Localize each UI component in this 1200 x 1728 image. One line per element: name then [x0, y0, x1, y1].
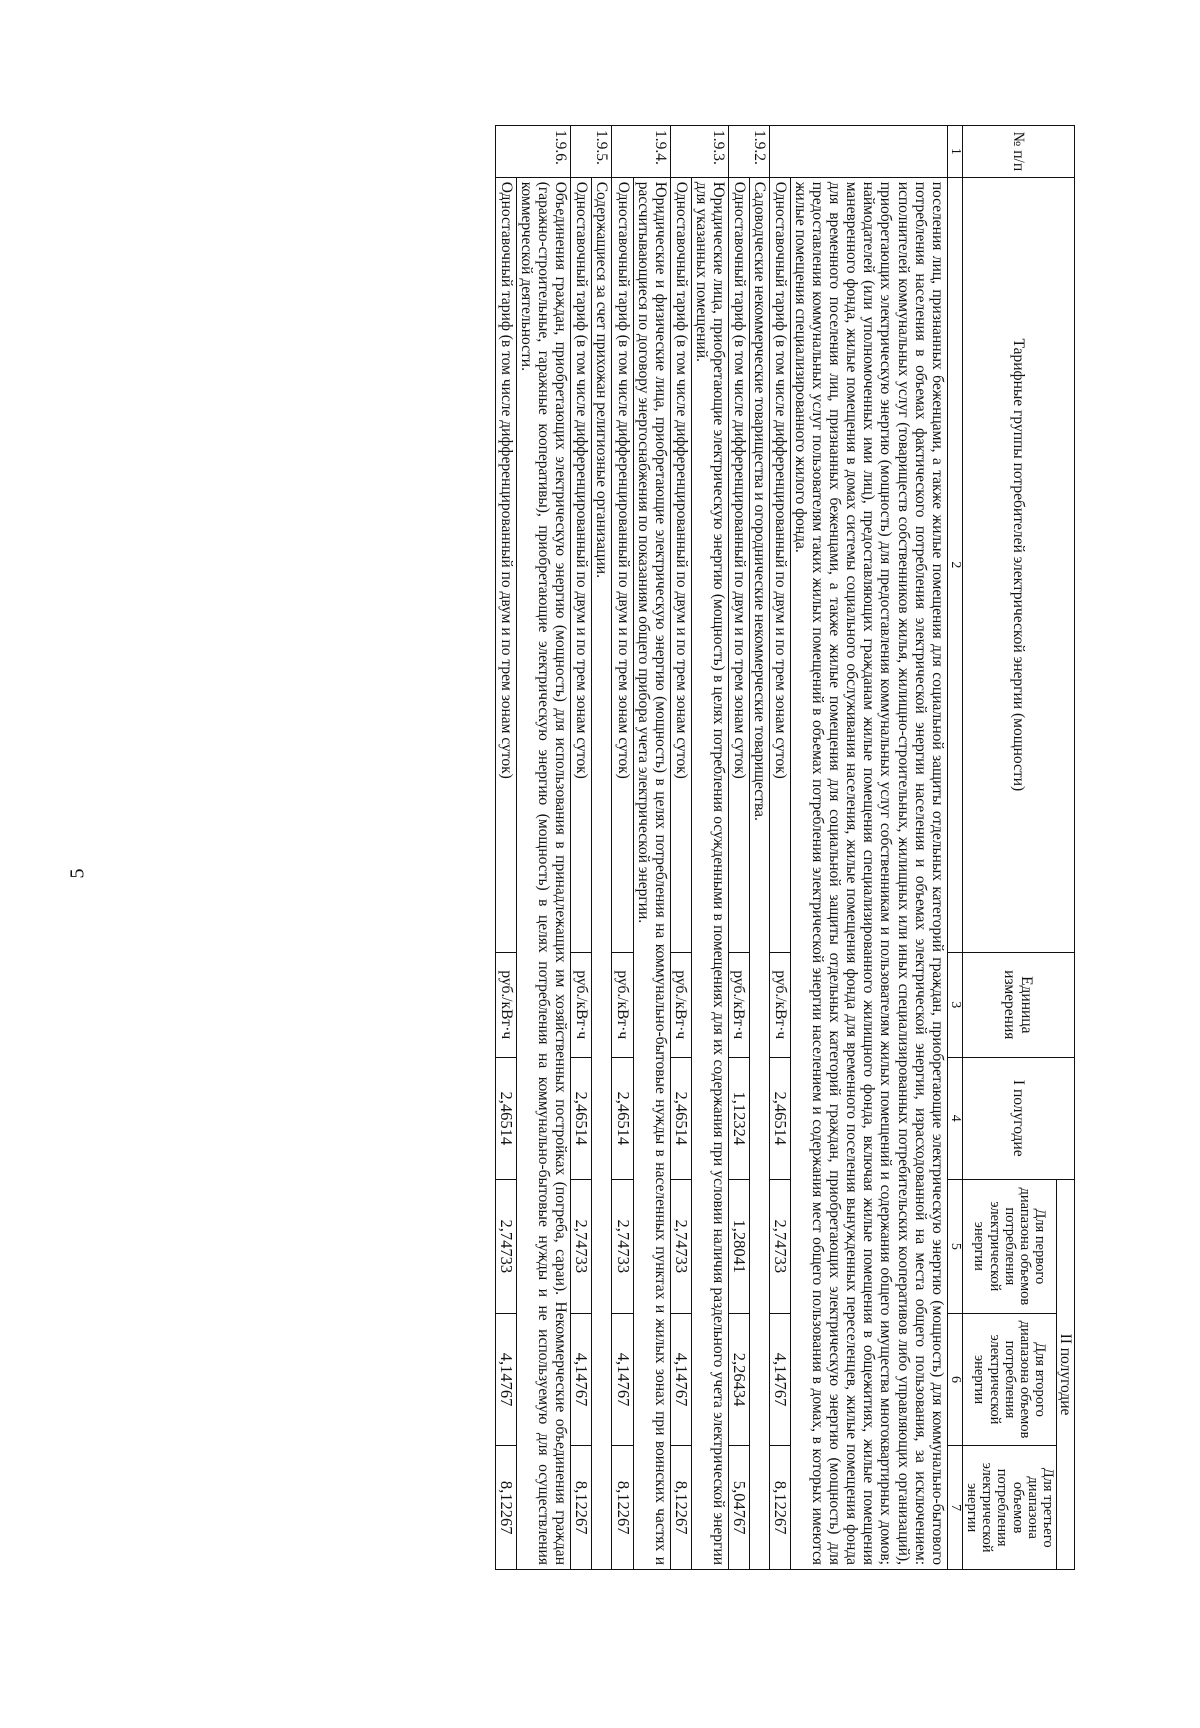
value-range-1: 2,74733 [770, 1180, 791, 1314]
value-range-3: 8,12267 [612, 1446, 633, 1570]
section-row [592, 126, 612, 1570]
value-range-1: 2,74733 [571, 1180, 592, 1314]
row-num [770, 126, 948, 178]
section-row [517, 126, 571, 1570]
value-half-1: 2,46514 [770, 1057, 791, 1179]
section-row [691, 126, 728, 1570]
value-half-1: 2,46514 [495, 1057, 516, 1179]
value-range-2: 4,14767 [770, 1313, 791, 1446]
tariff-label: Одноставочный тариф (в том числе дифференцированный по двум и по трем зонам суток) [571, 177, 592, 952]
col-number: 7 [947, 1446, 962, 1570]
unit-cell: руб./кВт·ч [495, 953, 516, 1058]
header-range-1: Для первого диапазона объемов потребления электрической энергии [962, 1180, 1056, 1314]
value-range-3: 8,12267 [670, 1446, 691, 1570]
value-range-1: 2,74733 [612, 1180, 633, 1314]
header-range-2: Для второго диапазона объемов потребления электрической энергии [962, 1313, 1056, 1446]
section-intro-text: поселения лиц, признанных беженцами, а также жилые помещения для социальной защиты отдельных категорий граждан, приобретающие электрическую энергию (мощность) для коммунально-бытового потребления населения в объемах фактического потребления электрической энергии населения и объемах электрической энергии, израсходованной на места общего пользования, за исключением: исполнителей коммунальных услуг (товариществ собственников жилья, жилищно-строительных, жилищных или иных специализированных потребительских кооперативов либо управляющих организаций), приобретающих электрическую энергию (мощность) для предоставления коммунальных услуг собственникам и пользователям жилых помещений и содержания общего имущества многоквартирных домов; наймодателей (или уполномоченных ими лиц), предоставляющих гражданам жилые помещения специализированного жилищного фонда, включая жилые помещения в общежитиях, жилые помещения маневренного фонда, жилые помещения в домах системы социального обслуживания населения, жилые помещения фонда для временного поселения вынужденных переселенцев, жилые помещения фонда для временного поселения лиц, признанных беженцами, а также жилые помещения для социальной защиты отдельных категорий граждан, приобретающих электрическую энергию (мощность) для предоставления коммунальных услуг пользователям таких жилых помещений в объемах потребления электрической энергии населением и содержания мест общего пользования в домах, в которых имеются жилые помещения специализированного жилого фонда. [791, 177, 947, 1569]
value-range-3: 5,04767 [728, 1446, 749, 1570]
section-row [750, 126, 770, 1570]
tariff-row [728, 126, 749, 1570]
tariff-table [495, 125, 1075, 1570]
section-text: Юридические лица, приобретающие электрическую энергию (мощность) в целях потребления осужденными в помещениях для их содержания при условии наличия раздельного учета электрической энергии для указанных помещений. [691, 177, 728, 1569]
unit-cell: руб./кВт·ч [612, 953, 633, 1058]
value-range-2: 4,14767 [495, 1313, 516, 1446]
tariff-label: Одноставочный тариф (в том числе дифференцированный по двум и по трем зонам суток) [612, 177, 633, 952]
value-range-2: 2,26434 [728, 1313, 749, 1446]
header-range-3: Для третьего диапазона объемов потребления электрической энергии [962, 1446, 1056, 1570]
tariff-label: Одноставочный тариф (в том числе дифференцированный по двум и по трем зонам суток) [728, 177, 749, 952]
col-number: 3 [947, 953, 962, 1058]
unit-cell: руб./кВт·ч [571, 953, 592, 1058]
section-text: Содержащиеся за счет прихожан религиозные организации. [592, 177, 612, 1569]
value-half-1: 1,12324 [728, 1057, 749, 1179]
tariff-row [571, 126, 592, 1570]
section-text: Объединения граждан, приобретающих электрическую энергию (мощность) для использования в принадлежащих им хозяйственных постройках (погреба, сараи). Некоммерческие объединения граждан (гаражно-строительные, гаражные кооперативы), приобретающие электрическую энергию (мощность) в целях потребления на коммунально-бытовые нужды и не используемую для осуществления коммерческой деятельности. [517, 177, 571, 1569]
value-range-2: 4,14767 [612, 1313, 633, 1446]
value-range-1: 2,74733 [670, 1180, 691, 1314]
value-half-1: 2,46514 [571, 1057, 592, 1179]
header-half-1: I полугодие [962, 1057, 1074, 1179]
tariff-row [612, 126, 633, 1570]
header-row-1 [1056, 126, 1074, 1570]
tariff-row [770, 126, 791, 1570]
col-number: 4 [947, 1057, 962, 1179]
col-number: 6 [947, 1313, 962, 1446]
value-range-3: 8,12267 [770, 1446, 791, 1570]
unit-cell: руб./кВт·ч [728, 953, 749, 1058]
section-intro-row [791, 126, 947, 1570]
section-text: Садоводческие некоммерческие товарищества и огороднические некоммерческие товарищества. [750, 177, 770, 1569]
col-number: 5 [947, 1180, 962, 1314]
header-unit: Единица измерения [962, 953, 1074, 1058]
rotated-page [267, 125, 1075, 1570]
column-numbers-row [947, 126, 962, 1570]
header-tariff-groups: Тарифные группы потребителей электрической энергии (мощности) [962, 177, 1074, 952]
row-num: 1.9.4. [612, 126, 670, 178]
tariff-row [495, 126, 516, 1570]
unit-cell: руб./кВт·ч [770, 953, 791, 1058]
value-half-1: 2,46514 [612, 1057, 633, 1179]
row-num: 1.9.5. [571, 126, 612, 178]
value-range-3: 8,12267 [571, 1446, 592, 1570]
section-row [633, 126, 670, 1570]
page-number: 5 [66, 868, 89, 879]
tariff-label: Одноставочный тариф (в том числе дифференцированный по двум и по трем зонам суток) [670, 177, 691, 952]
tariff-label: Одноставочный тариф (в том числе дифференцированный по двум и по трем зонам суток) [495, 177, 516, 952]
header-num: № п/п [962, 126, 1074, 178]
unit-cell: руб./кВт·ч [670, 953, 691, 1058]
tariff-label: Одноставочный тариф (в том числе дифференцированный по двум и по трем зонам суток) [770, 177, 791, 952]
value-range-2: 4,14767 [571, 1313, 592, 1446]
value-half-1: 2,46514 [670, 1057, 691, 1179]
col-number: 1 [947, 126, 962, 178]
header-half-2: II полугодие [1056, 1180, 1074, 1570]
value-range-3: 8,12267 [495, 1446, 516, 1570]
value-range-2: 4,14767 [670, 1313, 691, 1446]
row-num: 1.9.6. [495, 126, 570, 178]
row-num: 1.9.3. [670, 126, 728, 178]
section-text: Юридические и физические лица, приобретающие электрическую энергию (мощность) в целях потребления на коммунально-бытовые нужды в населенных пунктах и жилых зонах при воинских частях и рассчитывающиеся по договору энергоснабжения по показаниям общего прибора учета электрической энергии. [633, 177, 670, 1569]
col-number: 2 [947, 177, 962, 952]
tariff-row [670, 126, 691, 1570]
row-num: 1.9.2. [728, 126, 769, 178]
value-range-1: 2,74733 [495, 1180, 516, 1314]
value-range-1: 1,28041 [728, 1180, 749, 1314]
